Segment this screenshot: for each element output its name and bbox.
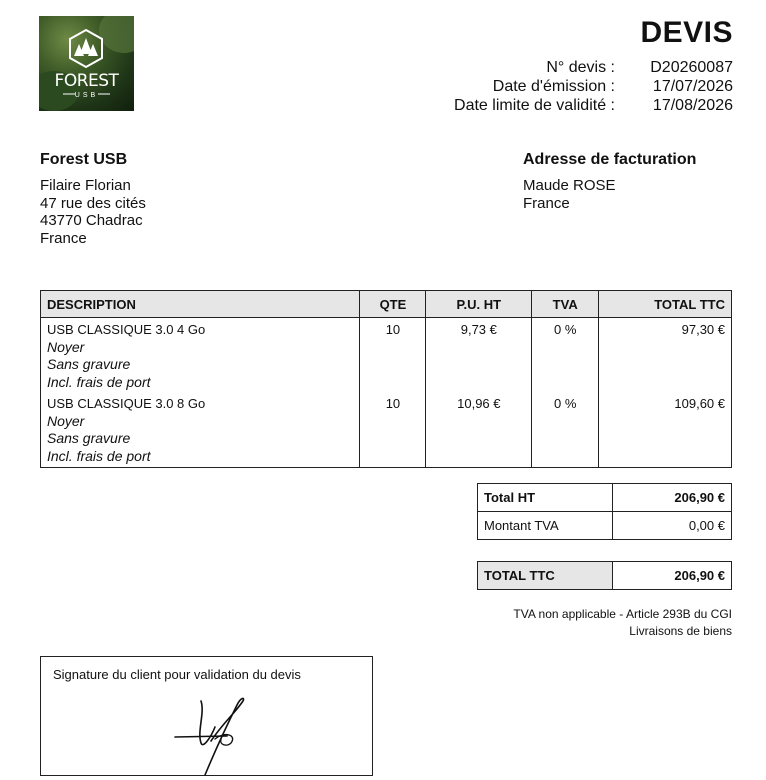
vat-amount-row bbox=[478, 512, 732, 540]
header-vat: TVA bbox=[532, 291, 599, 318]
item-vat: 0 % bbox=[532, 393, 599, 468]
item-name: USB CLASSIQUE 3.0 8 Go bbox=[47, 396, 206, 411]
table-row bbox=[41, 318, 732, 394]
item-option: Sans gravure bbox=[47, 430, 131, 446]
item-vat: 0 % bbox=[532, 318, 599, 394]
total-ht-row bbox=[478, 484, 732, 512]
quote-number-row bbox=[395, 58, 733, 77]
billing-line: France bbox=[523, 194, 570, 212]
quote-number-value: D20260087 bbox=[650, 59, 733, 76]
item-option: Incl. frais de port bbox=[47, 447, 151, 464]
billing-block bbox=[523, 151, 696, 212]
total-ht-value: 206,90 € bbox=[613, 484, 732, 512]
item-unit-price: 9,73 € bbox=[426, 318, 532, 394]
header-unit-price: P.U. HT bbox=[426, 291, 532, 318]
grand-total-table bbox=[477, 561, 732, 590]
seller-line: 43770 Chadrac bbox=[40, 212, 143, 229]
table-row bbox=[41, 393, 732, 468]
total-ttc-value: 206,90 € bbox=[613, 562, 732, 590]
item-option: Incl. frais de port bbox=[47, 373, 151, 390]
logo-wordmark: FOREST bbox=[54, 71, 119, 91]
item-name: USB CLASSIQUE 3.0 4 Go bbox=[47, 322, 206, 337]
handwritten-signature bbox=[171, 693, 291, 779]
legal-notes bbox=[513, 606, 732, 640]
billing-line: Maude ROSE bbox=[523, 177, 616, 194]
item-qty: 10 bbox=[360, 393, 426, 468]
total-ht-label: Total HT bbox=[478, 484, 613, 512]
document-meta bbox=[395, 58, 733, 115]
signature-box bbox=[40, 656, 373, 776]
vat-amount-value: 0,00 € bbox=[613, 512, 732, 540]
issue-date-row bbox=[395, 77, 733, 96]
item-qty: 10 bbox=[360, 318, 426, 394]
billing-title: Adresse de facturation bbox=[523, 151, 697, 168]
header-description: DESCRIPTION bbox=[41, 291, 360, 318]
item-description bbox=[41, 393, 360, 468]
document-title: DEVIS bbox=[640, 16, 733, 49]
item-option: Sans gravure bbox=[47, 356, 131, 372]
delivery-note: Livraisons de biens bbox=[629, 624, 732, 638]
items-header-row bbox=[41, 291, 732, 318]
item-total: 109,60 € bbox=[599, 393, 732, 468]
validity-date-row bbox=[395, 96, 733, 115]
seller-line: France bbox=[40, 229, 87, 247]
seller-line: 47 rue des cités bbox=[40, 194, 146, 212]
seller-line: Filaire Florian bbox=[40, 177, 131, 194]
issue-date-label: Date d'émission : bbox=[492, 78, 615, 95]
item-total: 97,30 € bbox=[599, 318, 732, 394]
signature-label: Signature du client pour validation du devis bbox=[53, 667, 301, 682]
item-description bbox=[41, 318, 360, 394]
validity-date-label: Date limite de validité : bbox=[454, 97, 615, 114]
issue-date-value: 17/07/2026 bbox=[652, 78, 733, 95]
item-option: Noyer bbox=[47, 338, 85, 355]
header-total: TOTAL TTC bbox=[599, 291, 732, 318]
logo-subtitle: USB bbox=[74, 92, 99, 99]
vat-amount-label: Montant TVA bbox=[478, 512, 613, 540]
subtotals-table bbox=[477, 483, 732, 540]
vat-exemption-note: TVA non applicable - Article 293B du CGI bbox=[513, 607, 732, 621]
seller-name: Forest USB bbox=[40, 151, 128, 168]
validity-date-value: 17/08/2026 bbox=[652, 97, 733, 114]
total-ttc-label: TOTAL TTC bbox=[478, 562, 613, 590]
forest-usb-logo bbox=[39, 16, 134, 111]
total-ttc-row bbox=[478, 562, 732, 590]
item-option: Noyer bbox=[47, 412, 85, 429]
item-unit-price: 10,96 € bbox=[426, 393, 532, 468]
items-table bbox=[40, 290, 732, 468]
header-qty: QTE bbox=[360, 291, 426, 318]
quote-number-label: N° devis : bbox=[546, 59, 615, 76]
seller-block bbox=[40, 151, 146, 247]
